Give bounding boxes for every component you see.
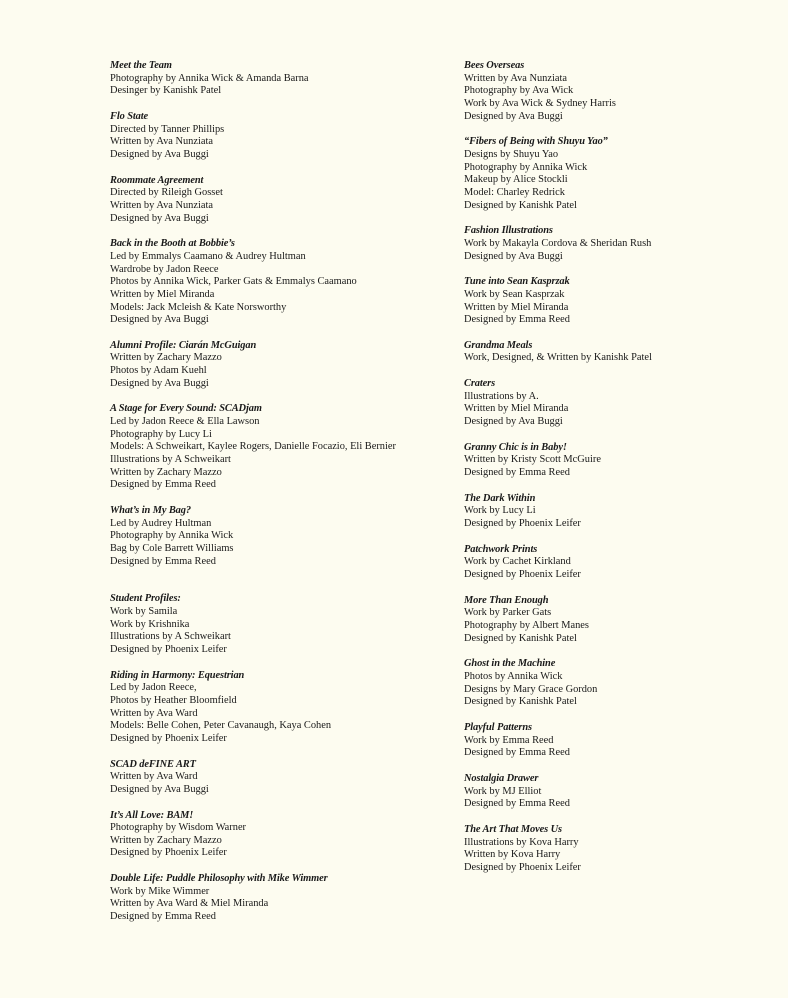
credit-line: Directed by Tanner Phillips (110, 123, 225, 135)
credit-entry-riding-in-harmony-equestrian (110, 670, 450, 746)
credit-line: Written by Zachary Mazzo (110, 352, 222, 364)
credit-line: Work by Emma Reed (464, 734, 554, 746)
credit-line: Designed by Ava Buggi (110, 314, 209, 326)
credit-entry-roommate-agreement (110, 175, 450, 226)
credit-line: Work by Cachet Kirkland (464, 556, 571, 568)
credit-line: Designed by Kanishk Patel (464, 632, 577, 644)
credit-line: Written by Ava Nunziata (110, 199, 213, 211)
credit-line: Written by Zachary Mazzo (110, 834, 222, 846)
credit-line: Work by Parker Gats (464, 607, 552, 619)
credit-line: Written by Miel Miranda (110, 288, 215, 300)
credit-entry-title: Riding in Harmony: Equestrian (110, 669, 245, 681)
credit-entry-title: The Art That Moves Us (464, 823, 562, 835)
credit-line: Designed by Phoenix Leifer (110, 847, 227, 859)
credit-line: Photos by Adam Kuehl (110, 365, 207, 377)
credit-entry-fashion-illustrations (464, 225, 774, 263)
credit-entry-student-profiles (110, 593, 450, 656)
credit-line: Designed by Phoenix Leifer (464, 518, 581, 530)
credit-entry-title: Nostalgia Drawer (464, 772, 539, 784)
credit-line: Work, Designed, & Written by Kanishk Patel (464, 352, 652, 364)
credit-line: Designed by Emma Reed (110, 911, 216, 923)
credit-line: Work by Ava Wick & Sydney Harris (464, 97, 616, 109)
credit-line: Written by Miel Miranda (464, 403, 569, 415)
credit-line: Illustrations by A Schweikart (110, 454, 231, 466)
credit-line: Photos by Annika Wick (464, 670, 563, 682)
credit-entry-what-s-in-my-bag (110, 505, 450, 568)
credit-entry-title: Fashion Illustrations (464, 225, 553, 237)
credit-entry-scad-define-art (110, 759, 450, 797)
credit-line: Designs by Mary Grace Gordon (464, 683, 598, 695)
credit-entry-the-art-that-moves-us (464, 824, 774, 875)
credit-line: Photography by Wisdom Warner (110, 822, 247, 834)
credit-entry-it-s-all-love-bam (110, 810, 450, 861)
credit-line: Designed by Emma Reed (464, 314, 570, 326)
credit-line: Work by Krishnika (110, 618, 190, 630)
credit-line: Designed by Ava Buggi (110, 783, 209, 795)
credit-line: Bag by Cole Barrett Williams (110, 543, 234, 554)
credit-line: Designed by Ava Buggi (464, 250, 563, 262)
credit-line: Photography by Annika Wick & Amanda Barna (110, 72, 309, 84)
credit-line: Designed by Kanishk Patel (464, 696, 577, 708)
credit-entry-granny-chic-is-in-baby (464, 442, 774, 480)
credit-entry-title: Granny Chic is in Baby! (464, 441, 567, 453)
credit-entry-title: A Stage for Every Sound: SCADjam (110, 403, 262, 415)
credit-entry-title: Alumni Profile: Ciarán McGuigan (110, 339, 257, 351)
credit-line: Designed by Phoenix Leifer (110, 732, 227, 744)
credit-line: Photography by Annika Wick (464, 161, 588, 173)
credit-entry-title: More Than Enough (464, 594, 549, 606)
credit-line: Designed by Emma Reed (464, 467, 570, 479)
credit-line: Designed by Ava Buggi (464, 110, 563, 122)
credit-line: Work by MJ Elliot (464, 785, 542, 797)
credit-entry-craters (464, 378, 774, 429)
credit-entry-title: Bees Overseas (464, 60, 525, 71)
credit-line: Written by Kristy Scott McGuire (464, 454, 601, 466)
credit-line: Work by Lucy Li (464, 505, 536, 517)
credit-entry-title: It’s All Love: BAM! (110, 809, 194, 821)
credit-entry-ghost-in-the-machine (464, 658, 774, 709)
credit-entry-meet-the-team (110, 60, 450, 98)
credit-entry-alumni-profile-ciar-n-mcguigan (110, 340, 450, 391)
credit-entry-title: Back in the Booth at Bobbie’s (110, 238, 235, 250)
credit-line: Makeup by Alice Stockli (464, 174, 568, 186)
credit-entry-double-life-puddle-philosophy-with-mike-wimmer (110, 873, 450, 924)
credit-line: Written by Zachary Mazzo (110, 466, 222, 478)
credit-entry-playful-patterns (464, 722, 774, 760)
credit-line: Written by Ava Ward (110, 771, 198, 783)
credit-line: Work by Mike Wimmer (110, 885, 210, 897)
credit-line: Directed by Rileigh Gosset (110, 187, 223, 199)
credit-entry-a-stage-for-every-sound-scadjam (110, 403, 450, 492)
credit-entry-title: Flo State (110, 110, 149, 122)
credit-entry-title: Patchwork Prints (464, 543, 538, 555)
credit-entry-title: The Dark Within (464, 492, 536, 504)
credit-line: Designed by Ava Buggi (110, 212, 209, 224)
credit-line: Illustrations by A. (464, 390, 539, 402)
credit-line: Written by Ava Ward & Miel Miranda (110, 898, 269, 910)
credit-line: Photos by Annika Wick, Parker Gats & Emmalys Caamano (110, 276, 357, 288)
credit-line: Designed by Ava Buggi (110, 377, 209, 389)
credits-column-left (110, 60, 450, 937)
credit-entry-title: Ghost in the Machine (464, 658, 556, 670)
credit-entry-title: Meet the Team (110, 60, 172, 71)
credit-entry-title: Playful Patterns (464, 721, 532, 733)
credit-line: Written by Miel Miranda (464, 301, 569, 313)
credit-entry-title: Craters (464, 378, 496, 390)
credit-line: Designed by Phoenix Leifer (464, 569, 581, 580)
credit-line: Designed by Phoenix Leifer (464, 861, 581, 873)
credit-entry-bees-overseas (464, 60, 774, 123)
credit-line: Designed by Emma Reed (110, 479, 216, 491)
credit-line: Led by Jadon Reece, (110, 682, 197, 694)
credit-line: Photography by Albert Manes (464, 619, 589, 631)
credit-line: Designed by Ava Buggi (110, 148, 209, 160)
credit-line: Designed by Kanishk Patel (464, 199, 577, 211)
credit-entry-more-than-enough (464, 595, 774, 646)
credit-line: Photography by Annika Wick (110, 530, 234, 542)
credit-entry-title: Double Life: Puddle Philosophy with Mike Wimmer (110, 873, 328, 885)
credit-line: Work by Makayla Cordova & Sheridan Rush (464, 237, 652, 249)
credit-entry-title: Student Profiles: (110, 593, 181, 605)
credit-line: Work by Sean Kasprzak (464, 288, 565, 300)
credit-line: Photography by Ava Wick (464, 85, 574, 97)
credit-line: Written by Ava Nunziata (464, 72, 567, 84)
credit-line: Written by Kova Harry (464, 849, 561, 861)
credit-entry-nostalgia-drawer (464, 773, 774, 811)
credit-entry-patchwork-prints (464, 544, 774, 582)
credit-line: Written by Ava Ward (110, 707, 198, 719)
credit-line: Designed by Emma Reed (464, 747, 570, 759)
credits-column-right (464, 60, 774, 887)
credit-line: Led by Jadon Reece & Ella Lawson (110, 416, 260, 428)
credit-line: Desinger by Kanishk Patel (110, 85, 222, 97)
credit-entry-title: Roommate Agreement (110, 174, 204, 186)
credit-line: Led by Emmalys Caamano & Audrey Hultman (110, 250, 306, 262)
credit-entry-grandma-meals (464, 340, 774, 365)
credit-line: Photography by Lucy Li (110, 428, 212, 440)
credit-line: Designed by Emma Reed (464, 798, 570, 810)
credit-line: Work by Samila (110, 605, 178, 617)
credit-entry-back-in-the-booth-at-bobbie-s (110, 238, 450, 327)
credit-line: Illustrations by A Schweikart (110, 631, 231, 643)
credit-line: Led by Audrey Hultman (110, 517, 212, 529)
credit-entry-title: Tune into Sean Kasprzak (464, 276, 570, 288)
credit-line: Designed by Ava Buggi (464, 416, 563, 428)
credit-line: Written by Ava Nunziata (110, 136, 213, 148)
credit-line: Designs by Shuyu Yao (464, 148, 559, 160)
credit-line: Illustrations by Kova Harry (464, 836, 579, 848)
credit-line: Wardrobe by Jadon Reece (110, 263, 219, 275)
credit-entry-title: SCAD deFINE ART (110, 758, 196, 770)
credit-entry-title: What’s in My Bag? (110, 505, 191, 517)
credit-line: Models: A Schweikart, Kaylee Rogers, Danielle Focazio, Eli Bernier (110, 441, 396, 453)
credit-line: Designed by Phoenix Leifer (110, 643, 227, 655)
credit-entry-the-dark-within (464, 493, 774, 531)
credit-entry-fibers-of-being-with-shuyu-yao (464, 136, 774, 212)
credit-line: Model: Charley Redrick (464, 186, 565, 198)
credit-line: Models: Jack Mcleish & Kate Norsworthy (110, 301, 287, 313)
credit-entry-title: “Fibers of Being with Shuyu Yao” (464, 136, 608, 148)
credit-line: Models: Belle Cohen, Peter Cavanaugh, Kaya Cohen (110, 720, 332, 732)
credit-entry-tune-into-sean-kasprzak (464, 276, 774, 327)
credit-entry-flo-state (110, 111, 450, 162)
credit-entry-title: Grandma Meals (464, 339, 533, 351)
credit-line: Designed by Emma Reed (110, 555, 216, 567)
credit-line: Photos by Heather Bloomfield (110, 694, 237, 706)
